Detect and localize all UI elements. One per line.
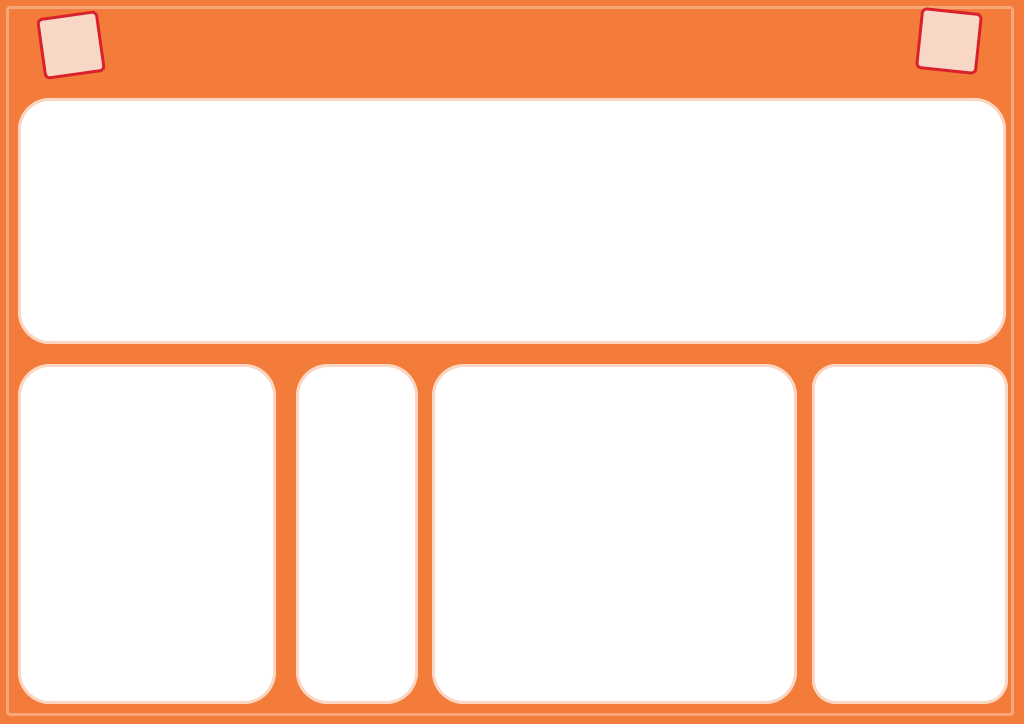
skewer-menu-panel	[18, 98, 1006, 344]
dessert-panel	[812, 364, 1008, 704]
finishing-dish-panel	[432, 364, 797, 704]
left-seal-stamp	[36, 10, 106, 80]
right-seal-stamp	[915, 7, 983, 75]
vegetable-menu-panel	[18, 364, 276, 704]
side-dish-panel	[296, 364, 418, 704]
